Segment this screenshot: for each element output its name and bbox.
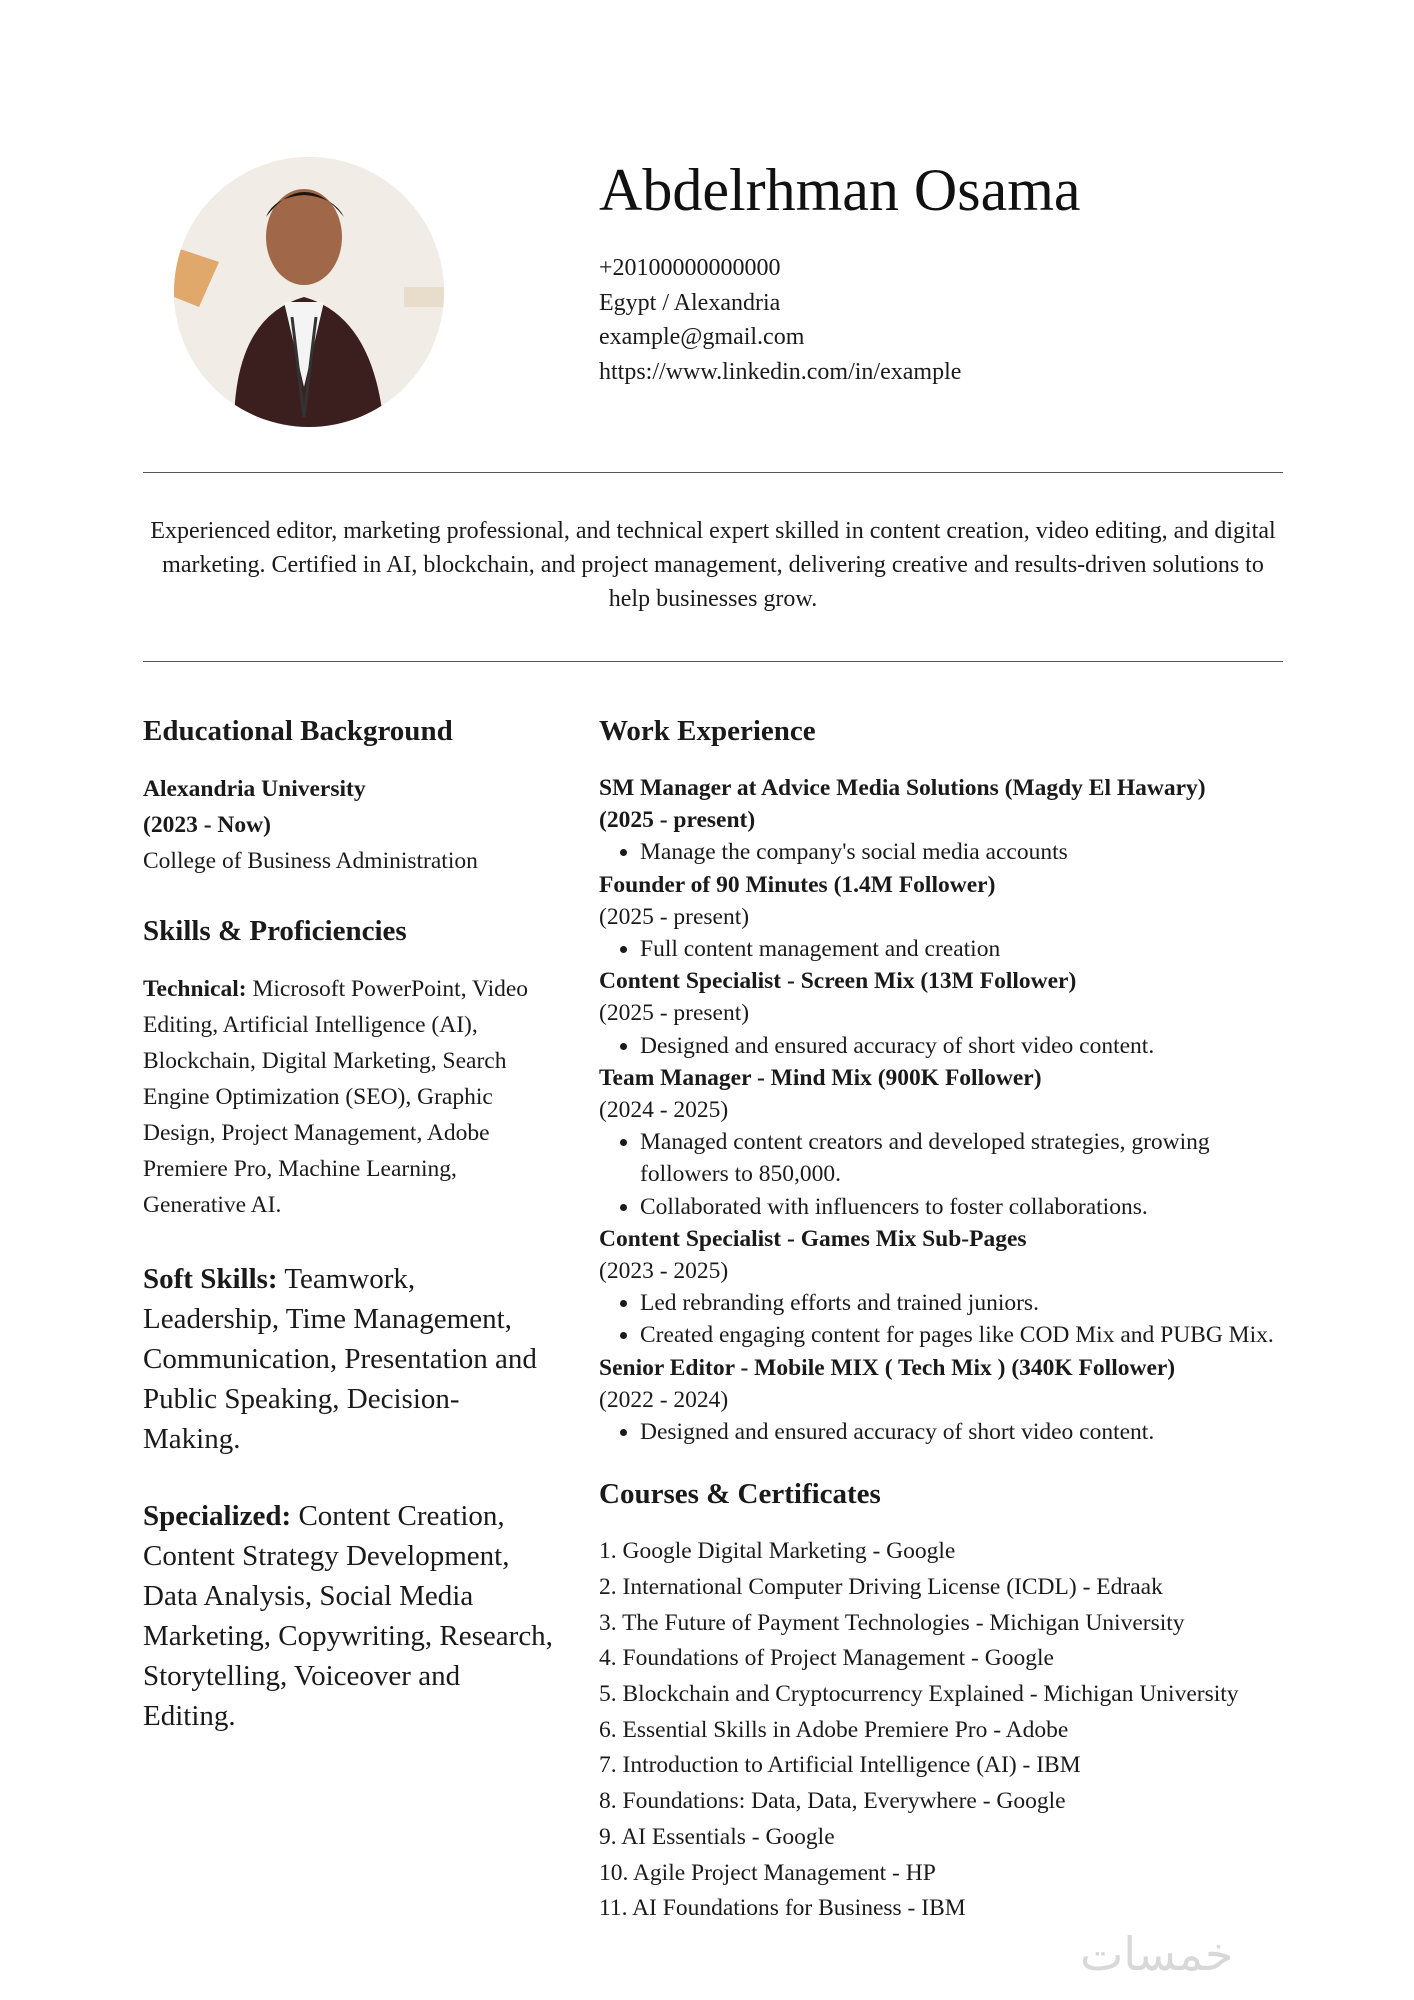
- job-period: (2025 - present): [599, 807, 756, 834]
- candidate-name: Abdelrhman Osama: [599, 157, 1081, 223]
- job-title: Team Manager - Mind Mix (900K Follower): [599, 1064, 1042, 1091]
- work-heading: Work Experience: [599, 715, 816, 747]
- course-item: 5. Blockchain and Cryptocurrency Explained - Michigan University: [599, 1681, 1239, 1708]
- specialized-list: Content Creation, Content Strategy Development, Data Analysis, Social Media Marketing, Copywriting, Research, Storytelling, Voiceover and Editing.: [143, 1500, 553, 1732]
- job-bullet: • Manage the company's social media accounts: [640, 836, 1299, 868]
- profile-photo: [174, 157, 444, 427]
- education-period: (2023 - Now): [143, 812, 271, 838]
- job-bullet: • Created engaging content for pages like COD Mix and PUBG Mix.: [640, 1319, 1299, 1351]
- work-list: [599, 772, 1299, 1448]
- soft-label: Soft Skills:: [143, 1263, 278, 1295]
- linkedin-link[interactable]: https://www.linkedin.com/in/example: [599, 358, 962, 385]
- job-entry: [599, 1352, 1299, 1449]
- courses-list: [599, 1534, 1299, 1927]
- technical-list: Microsoft PowerPoint, Video Editing, Artificial Intelligence (AI), Blockchain, Digital Marketing, Search Engine Optimization (SEO), Graphic Design, Project Management, Adobe Premiere Pro, Machine Learning, Generative AI.: [143, 976, 529, 1218]
- course-item: 3. The Future of Payment Technologies - Michigan University: [599, 1609, 1185, 1636]
- job-entry: [599, 772, 1299, 869]
- summary: Experienced editor, marketing professional, and technical expert skilled in content creation, video editing, and digital marketing. Certified in AI, blockchain, and project management, delivering creative and results-driven solutions to help businesses grow.: [150, 518, 1276, 612]
- education-entry: [143, 771, 553, 879]
- job-title: Content Specialist - Games Mix Sub-Pages: [599, 1225, 1027, 1252]
- job-bullets: [599, 1126, 1299, 1223]
- job-bullet: • Designed and ensured accuracy of short video content.: [640, 1416, 1299, 1448]
- course-item: 11. AI Foundations for Business - IBM: [599, 1895, 966, 1922]
- job-bullets: [599, 1416, 1299, 1448]
- job-bullets: [599, 836, 1299, 868]
- college: College of Business Administration: [143, 848, 478, 874]
- job-bullet: • Designed and ensured accuracy of short video content.: [640, 1030, 1299, 1062]
- course-item: 10. Agile Project Management - HP: [599, 1859, 936, 1886]
- job-title: Senior Editor - Mobile MIX ( Tech Mix ) (340K Follower): [599, 1354, 1176, 1381]
- job-period: (2025 - present): [599, 1000, 750, 1027]
- soft-list: Teamwork, Leadership, Time Management, Communication, Presentation and Public Speaking, Decision-Making.: [143, 1263, 537, 1455]
- email[interactable]: example@gmail.com: [599, 324, 805, 350]
- location: Egypt / Alexandria: [599, 289, 781, 316]
- job-title: Founder of 90 Minutes (1.4M Follower): [599, 871, 996, 898]
- technical-skills: [143, 971, 553, 1223]
- job-bullets: [599, 1287, 1299, 1351]
- course-item: 4. Foundations of Project Management - Google: [599, 1645, 1054, 1672]
- courses-heading: Courses & Certificates: [599, 1478, 881, 1511]
- course-item: 8. Foundations: Data, Data, Everywhere - Google: [599, 1788, 1066, 1815]
- contact-info: [599, 251, 961, 389]
- specialized-label: Specialized:: [143, 1500, 292, 1532]
- divider: [143, 661, 1283, 662]
- job-period: (2023 - 2025): [599, 1258, 729, 1285]
- job-bullet: • Led rebranding efforts and trained juniors.: [640, 1287, 1299, 1319]
- specialized-skills: [143, 1496, 553, 1736]
- course-item: 2. International Computer Driving License (ICDL) - Edraak: [599, 1573, 1163, 1600]
- phone: +20100000000000: [599, 255, 781, 281]
- job-entry: [599, 1062, 1299, 1223]
- soft-skills: [143, 1259, 553, 1459]
- job-title: Content Specialist - Screen Mix (13M Follower): [599, 968, 1077, 995]
- course-item: 9. AI Essentials - Google: [599, 1823, 835, 1850]
- job-entry: [599, 1223, 1299, 1352]
- skills-heading: Skills & Proficiencies: [143, 915, 407, 947]
- job-entry: [599, 869, 1299, 966]
- course-item: 6. Essential Skills in Adobe Premiere Pro - Adobe: [599, 1716, 1069, 1743]
- job-title: SM Manager at Advice Media Solutions (Magdy El Hawary): [599, 775, 1206, 801]
- job-bullet: • Managed content creators and developed strategies, growing followers to 850,000.: [640, 1126, 1299, 1190]
- job-bullets: [599, 1030, 1299, 1062]
- job-bullets: [599, 933, 1299, 965]
- left-column: [143, 713, 553, 1736]
- job-bullet: • Collaborated with influencers to foster collaborations.: [640, 1191, 1299, 1223]
- divider: [143, 472, 1283, 473]
- job-period: (2025 - present): [599, 903, 750, 930]
- watermark: خمسات: [1080, 1927, 1234, 1981]
- course-item: 1. Google Digital Marketing - Google: [599, 1538, 956, 1565]
- education-heading: Educational Background: [143, 715, 453, 747]
- job-entry: [599, 965, 1299, 1062]
- right-column: [599, 713, 1299, 1927]
- course-item: 7. Introduction to Artificial Intelligence (AI) - IBM: [599, 1752, 1081, 1779]
- job-period: (2024 - 2025): [599, 1097, 729, 1124]
- job-bullet: • Full content management and creation: [640, 933, 1299, 965]
- job-period: (2022 - 2024): [599, 1386, 729, 1413]
- technical-label: Technical:: [143, 976, 247, 1002]
- school: Alexandria University: [143, 776, 366, 802]
